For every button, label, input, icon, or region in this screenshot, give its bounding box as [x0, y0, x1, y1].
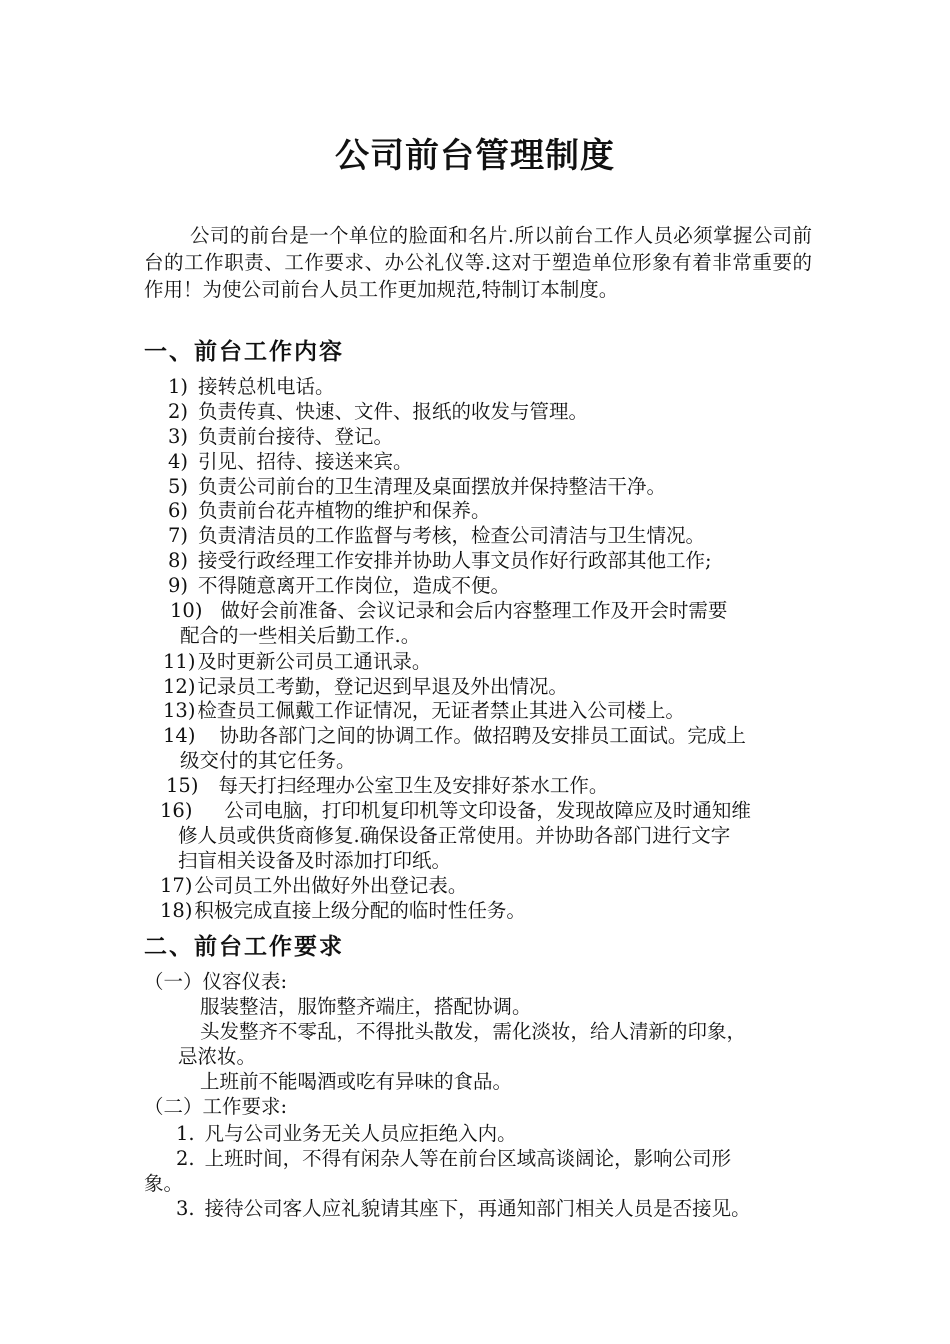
list-item-continuation: 修人员或供货商修复.确保设备正常使用。并协助各部门进行文字 [178, 824, 731, 847]
list-item: 13) 检查员工佩戴工作证情况，无证者禁止其进入公司楼上。 [163, 699, 685, 722]
list-item: 11) 及时更新公司员工通讯录。 [163, 650, 432, 673]
list-item-continuation: 配合的一些相关后勤工作.。 [180, 624, 421, 647]
list-item: 1. 凡与公司业务无关人员应拒绝入内。 [176, 1122, 517, 1145]
list-item: 18) 积极完成直接上级分配的临时性任务。 [160, 899, 526, 922]
list-item: 3. 接待公司客人应礼貌请其座下，再通知部门相关人员是否接见。 [176, 1197, 751, 1220]
list-item: 4) 引见、招待、接送来宾。 [168, 450, 413, 473]
list-item: 8) 接受行政经理工作安排并协助人事文员作好行政部其他工作; [168, 549, 712, 572]
list-item: 12) 记录员工考勤，登记迟到早退及外出情况。 [163, 675, 568, 698]
page-title: 公司前台管理制度 [335, 136, 615, 176]
section-heading-requirements: 二、前台工作要求 [144, 933, 344, 960]
list-item: 7) 负责清洁员的工作监督与考核，检查公司清洁与卫生情况。 [168, 524, 706, 547]
list-item-continuation: 级交付的其它任务。 [180, 749, 356, 772]
list-item: 9) 不得随意离开工作岗位，造成不便。 [168, 574, 511, 597]
list-item: 17) 公司员工外出做好外出登记表。 [160, 874, 468, 897]
sub-heading-work-requirements: （二）工作要求: [144, 1095, 288, 1118]
text-line: 上班前不能喝酒或吃有异味的食品。 [200, 1070, 513, 1093]
list-item-continuation: 象。 [144, 1172, 184, 1195]
text-line: 忌浓妆。 [178, 1045, 257, 1068]
list-item: 2) 负责传真、快速、文件、报纸的收发与管理。 [168, 400, 589, 423]
list-item: 15) 每天打扫经理办公室卫生及安排好茶水工作。 [166, 774, 609, 797]
list-item: 2. 上班时间，不得有闲杂人等在前台区域高谈阔论，影响公司形 [176, 1147, 732, 1170]
list-item: 14) 协助各部门之间的协调工作。做招聘及安排员工面试。完成上 [163, 724, 746, 747]
list-item: 16) 公司电脑，打印机复印机等文印设备，发现故障应及时通知维 [160, 799, 751, 822]
list-item: 5) 负责公司前台的卫生清理及桌面摆放并保持整洁干净。 [168, 475, 667, 498]
list-item: 1) 接转总机电话。 [168, 375, 335, 398]
sub-heading-appearance: （一）仪容仪表: [144, 970, 288, 993]
section-heading-content: 一、前台工作内容 [144, 338, 344, 365]
list-item: 6) 负责前台花卉植物的维护和保养。 [168, 499, 491, 522]
list-item: 10) 做好会前准备、会议记录和会后内容整理工作及开会时需要 [170, 599, 728, 622]
text-line: 头发整齐不零乱，不得批头散发，需化淡妆，给人清新的印象， [200, 1020, 747, 1043]
text-line: 服装整洁，服饰整齐端庄，搭配协调。 [200, 995, 532, 1018]
intro-paragraph: 公司的前台是一个单位的脸面和名片.所以前台工作人员必须掌握公司前台的工作职责、工作要求、办公礼仪等.这对于塑造单位形象有着非常重要的作用！为使公司前台人员工作更加规范,特制订本制度。 [144, 224, 812, 301]
list-item-continuation: 扫盲相关设备及时添加打印纸。 [178, 849, 452, 872]
list-item: 3) 负责前台接待、登记。 [168, 425, 394, 448]
